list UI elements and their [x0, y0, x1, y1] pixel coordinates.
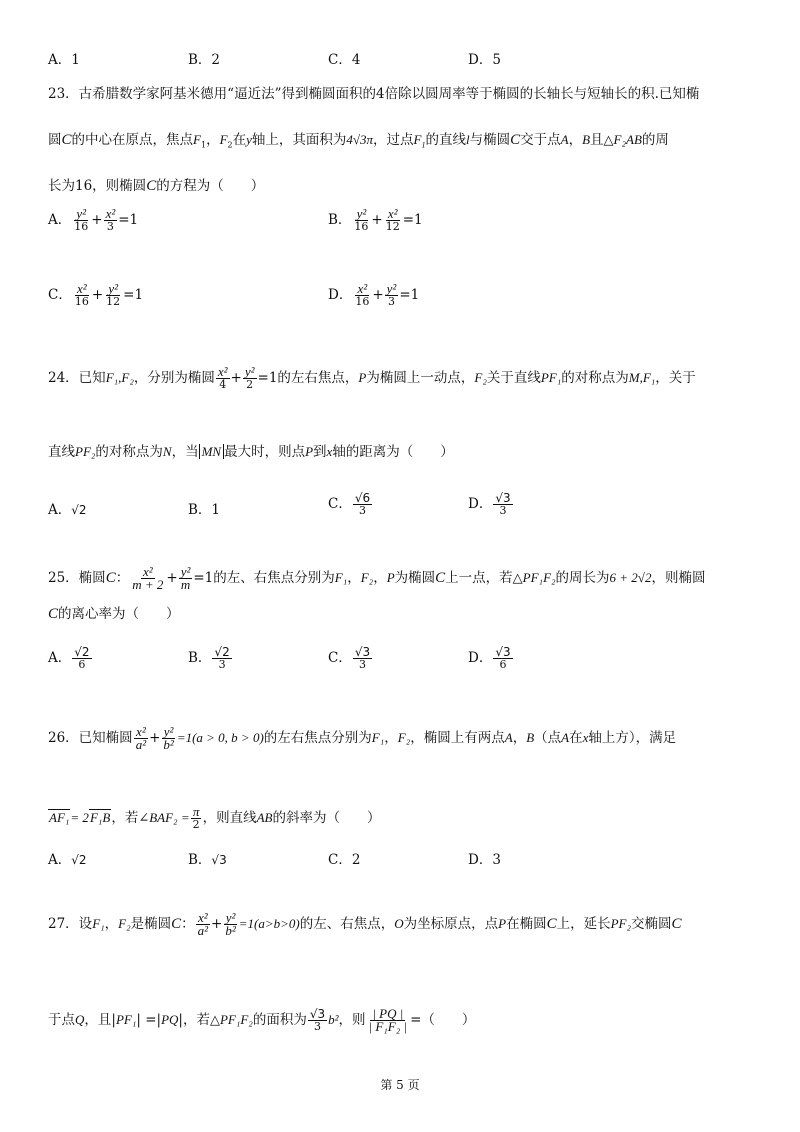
q25-option-b: B． $\frac{√2}{3}$: [188, 645, 230, 671]
q27-line2: 于点Q，且|PF₁| =|PQ|，若△PF₁F₂的面积为 $\frac{√3}{3}$ b²，则 $\frac{| PQ |}{\text{| F₁F₂ |}}$ =（ ）: [48, 1006, 476, 1034]
prev-option-c: C．4: [328, 52, 361, 68]
q23-option-b: B． $\frac{\text{y²}}{16}$ + $\frac{\text{x²}}{12}$ =1: [328, 206, 423, 233]
q25-line1: 25．椭圆C： $\frac{\text{x²}}{m + 2}$ + $\frac{\text{y²}}{m}$ =1的左、右焦点分别为F₁，F₂，P为椭圆C上一点，若△PF₁F₂的周长为6 + 2√2，则椭圆: [48, 564, 706, 592]
q23-line2: 圆C的中心在原点，焦点$F_1$，$F_2$在y轴上，其面积为4√3π，过点$F_1$的直线l与椭圆C交于点A，B且△F₂AB的周: [48, 132, 669, 150]
q25-option-d: D． $\frac{√3}{6}$: [468, 645, 511, 671]
q26-option-a: A．√2: [48, 852, 87, 868]
q24-option-a: A．√2: [48, 502, 87, 518]
prev-option-a: A．1: [48, 52, 80, 68]
prev-option-d: D．5: [468, 52, 501, 68]
q26-option-c: C．2: [328, 852, 361, 868]
q24-line2: 直线PF₂的对称点为N，当 MN 最大时，则点P到x轴的距离为（ ）: [48, 444, 454, 460]
q26-line1: 26．已知椭圆 $\frac{\text{x²}}{\text{a²}}$ + $\frac{\text{y²}}{\text{b²}}$ =1(a > 0, b > 0)的左右焦点分别为F₁，F₂，椭圆上有两点A，B（点A在x轴上方），满足: [48, 724, 677, 752]
q24-option-c: C． $\frac{√6}{3}$: [328, 491, 371, 517]
q26-option-b: B．√3: [188, 852, 227, 868]
q23-option-a: A． $\frac{\text{y²}}{16}$ + $\frac{\text{x²}}{3}$ =1: [48, 206, 139, 233]
q24-option-b: B．1: [188, 502, 221, 518]
q23-line3: 长为16，则椭圆C的方程为（ ）: [48, 178, 265, 194]
q25-option-c: C． $\frac{√3}{3}$: [328, 645, 371, 671]
q26-option-d: D．3: [468, 852, 501, 868]
q24-option-d: D． $\frac{√3}{3}$: [468, 491, 511, 517]
prev-option-b: B．2: [188, 52, 221, 68]
q25-option-a: A． $\frac{√2}{6}$: [48, 645, 90, 671]
page-footer: 第 5 页: [380, 1078, 420, 1092]
q24-line1: 24．已知F₁,F₂，分别为椭圆 $\frac{\text{x²}}{4}$ + $\frac{\text{y²}}{2}$ =1的左右焦点，P为椭圆上一动点，F₂关于直线PF₁的对称点为M,F₁，关于: [48, 364, 696, 391]
q25-line2: C的离心率为（ ）: [48, 606, 180, 622]
q23-line1: 23．古希腊数学家阿基米德用“逼近法”得到椭圆面积的4倍除以圆周率等于椭圆的长轴长与短轴长的积.已知椭: [48, 86, 700, 102]
q26-line2: AF₁= 2F₁B，若∠BAF₂ = $\frac{\pi}{2}$ ，则直线AB的斜率为（ ）: [49, 804, 381, 831]
q23-option-d: D． $\frac{\text{x²}}{16}$ + $\frac{\text{y²}}{3}$ =1: [328, 281, 420, 308]
q23-option-c: C． $\frac{\text{x²}}{16}$ + $\frac{\text{y²}}{12}$ =1: [48, 281, 144, 308]
q27-line1: 27．设F₁，F₂是椭圆C： $\frac{\text{x²}}{\text{a²}}$ + $\frac{\text{y²}}{\text{b²}}$ =1(a>b>0)的左、右焦点，O为坐标原点，点P在椭圆C上，延长PF₂交椭圆C: [48, 910, 682, 938]
